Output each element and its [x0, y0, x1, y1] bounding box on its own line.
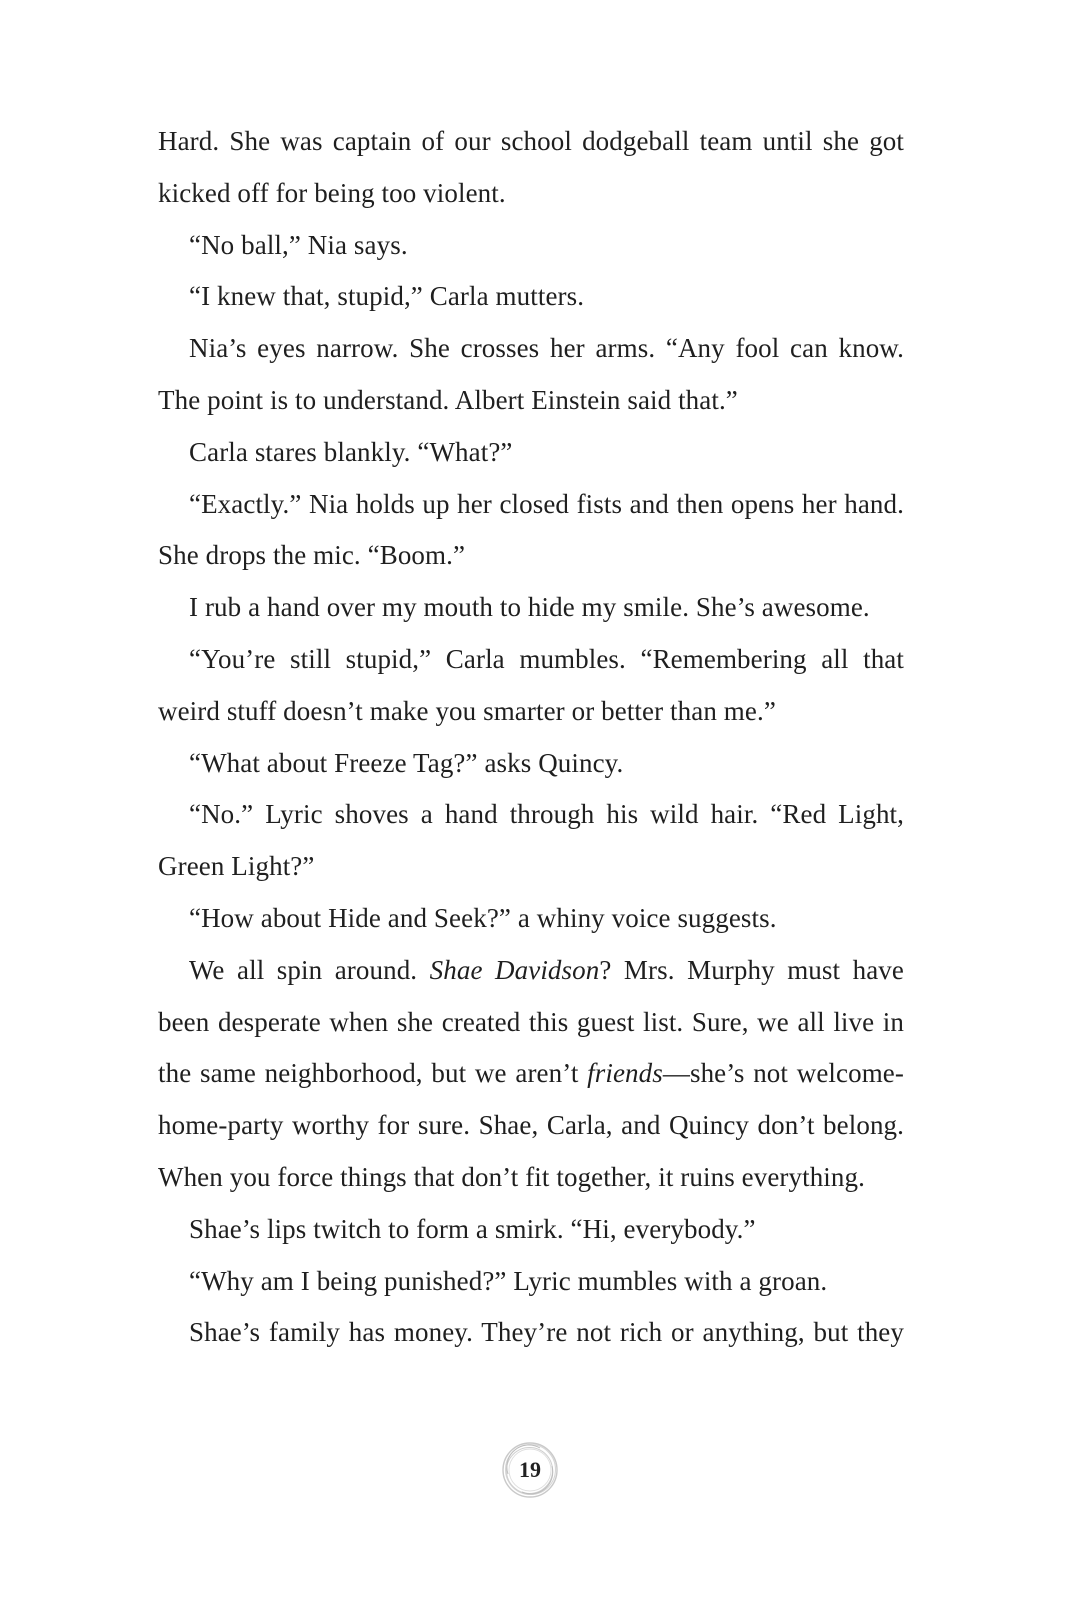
text-segment: Carla stares blankly. “What?” — [189, 436, 513, 467]
body-text — [158, 116, 904, 1359]
text-segment: Hard. She was captain of our school dodgeball team until she got kicked off for being too violent. — [158, 126, 904, 208]
text-segment: “I knew that, stupid,” Carla mutters. — [189, 281, 585, 312]
paragraph — [158, 1307, 904, 1359]
text-segment: Shae’s lips twitch to form a smirk. “Hi, everybody.” — [189, 1213, 756, 1244]
paragraph — [158, 323, 904, 427]
text-segment: —she’s not welcome-home-party worthy for sure. Shae, Carla, and Quincy don’t belong. When you force things that don’t fit together, it ruins everything. — [158, 1058, 904, 1192]
paragraph — [158, 893, 904, 945]
text-segment: ? Mrs. Murphy must have been desperate when she created this guest list. Sure, we all live in the same neighborhood, but we aren’t — [158, 954, 904, 1089]
paragraph — [158, 427, 904, 479]
paragraph — [158, 116, 904, 220]
text-segment: Shae’s family has money. They’re not rich or anything, but they — [189, 1317, 904, 1348]
text-segment: “No.” Lyric shoves a hand through his wild hair. “Red Light, Green Light?” — [158, 799, 904, 882]
page-number: 19 — [519, 1457, 541, 1482]
text-segment: “How about Hide and Seek?” a whiny voice suggests. — [189, 902, 777, 933]
paragraph — [158, 220, 904, 272]
paragraph — [158, 945, 904, 1204]
paragraph — [158, 738, 904, 790]
text-segment: “Why am I being punished?” Lyric mumbles with a groan. — [189, 1265, 828, 1296]
paragraph — [158, 479, 904, 583]
text-segment: Nia’s eyes narrow. She crosses her arms. “Any fool can know. The point is to understand. Albert Einstein said that.” — [158, 333, 904, 415]
text-segment: “You’re still stupid,” Carla mumbles. “Remembering all that weird stuff doesn’t make you smarter or better than me.” — [158, 643, 904, 726]
text-segment: “No ball,” Nia says. — [189, 229, 408, 260]
text-segment: “What about Freeze Tag?” asks Quincy. — [189, 747, 624, 778]
text-segment: I rub a hand over my mouth to hide my smile. She’s awesome. — [189, 592, 870, 623]
paragraph — [158, 634, 904, 738]
text-segment: We all spin around. — [189, 954, 430, 985]
page-number-ornament — [500, 1440, 560, 1500]
paragraph — [158, 1256, 904, 1308]
paragraph — [158, 271, 904, 323]
italic-text: friends — [587, 1058, 663, 1089]
text-segment: “Exactly.” Nia holds up her closed fists and then opens her hand. She drops the mic. “Boom.” — [158, 488, 904, 571]
italic-text: Shae Davidson — [429, 954, 600, 985]
paragraph — [158, 789, 904, 893]
paragraph — [158, 1204, 904, 1256]
paragraph — [158, 582, 904, 634]
